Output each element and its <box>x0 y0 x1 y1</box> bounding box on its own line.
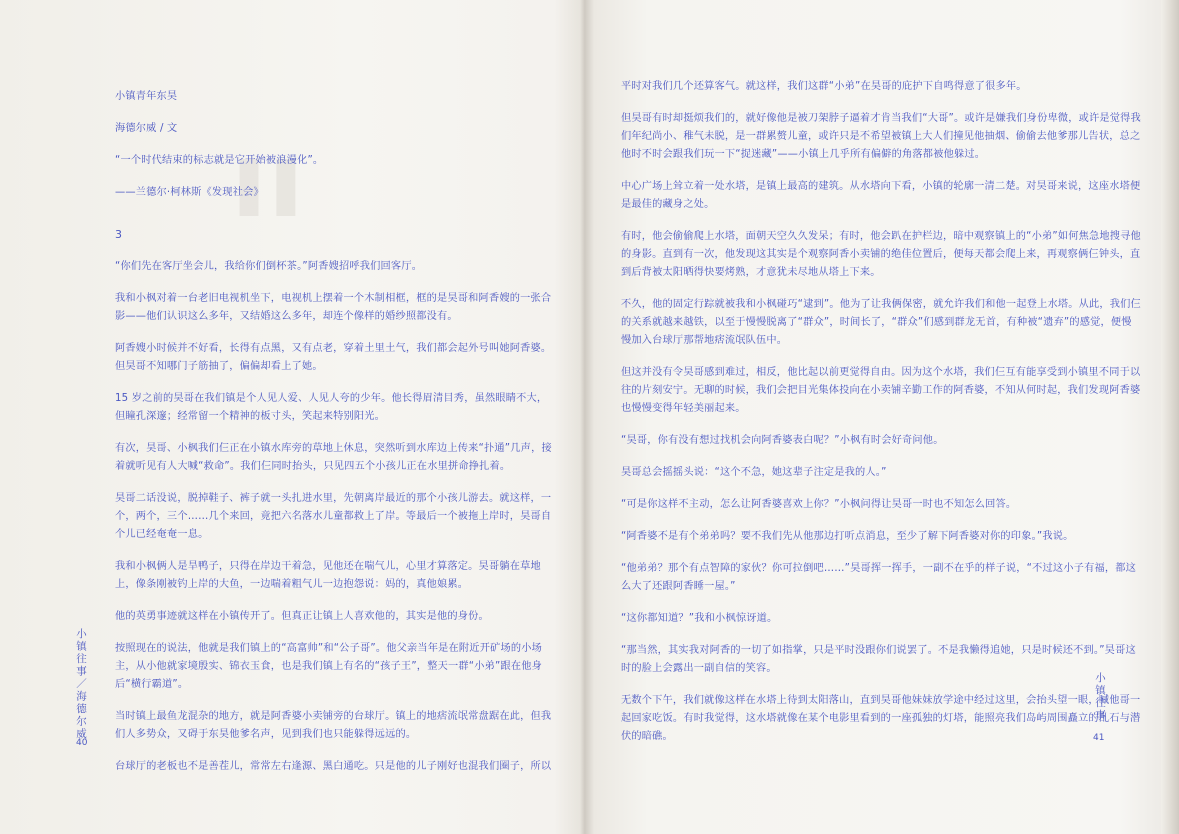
right-page <box>585 0 1179 834</box>
paragraph: 但昊哥有时却挺烦我们的，就好像他是被刀架脖子逼着才肯当我们“大哥”。或许是嫌我们身份卑微，或许是觉得我们年纪尚小、稚气未脱，是一群累赘儿童，或许只是不希望被镇上大人们撞见他抽烟、偷偷去他爹那儿告状，总之他时不时会跟我们玩一下“捉迷藏”——小镇上几乎所有偏僻的角落都被他躲过。 <box>621 113 1141 160</box>
paragraph: 但这并没有令昊哥感到难过，相反，他比起以前更觉得自由。因为这个水塔，我们仨互有能享受到小镇里不同于以往的片刻安宁。无聊的时候，我们会把目光集体投向在小卖铺辛勤工作的阿香婆，不知从何时起，我们发现阿香婆也慢慢变得年轻美丽起来。 <box>621 367 1141 414</box>
page-number: 40 <box>76 738 88 748</box>
paragraph: “那当然，其实我对阿香的一切了如指掌，只是平时没跟你们说罢了。不是我懒得追她，只是时候还不到。”昊哥这时的脸上会露出一副自信的笑容。 <box>621 645 1136 674</box>
page-edge-shadow <box>1161 0 1179 834</box>
paragraph: “这你都知道？”我和小枫惊讶道。 <box>621 613 778 624</box>
article-author: 海德尔威 / 文 <box>115 123 178 134</box>
paragraph: 阿香嫂小时候并不好看，长得有点黑，又有点老，穿着土里土气，我们都会起外号叫她阿香婆。但昊哥不知哪门子筋抽了，偏偏却看上了她。 <box>115 343 552 372</box>
paragraph: 我和小枫俩人是旱鸭子，只得在岸边干着急，见他还在喘气儿，心里才算落定。昊哥躺在草地上，像条刚被钓上岸的大鱼，一边喘着粗气儿一边抱怨说：妈的，真他娘累。 <box>115 561 541 590</box>
left-page <box>0 0 585 834</box>
epigraph-source: ——兰德尔·柯林斯《发现社会》 <box>115 187 264 198</box>
paragraph: 有次，昊哥、小枫我们仨正在小镇水库旁的草地上休息，突然听到水库边上传来“扑通”几声，接着就听见有人大喊“救命”。我们仨同时抬头，只见四五个小孩儿正在水里拼命挣扎着。 <box>115 443 552 472</box>
running-header-vertical: 小镇往事／海德尔威 <box>75 628 87 741</box>
paragraph: 他的英勇事迹就这样在小镇传开了。但真正让镇上人喜欢他的，其实是他的身份。 <box>115 611 489 622</box>
page-number: 41 <box>1093 733 1105 743</box>
paragraph: 平时对我们几个还算客气。就这样，我们这群“小弟”在昊哥的庇护下自鸣得意了很多年。 <box>621 81 1027 92</box>
article-title: 小镇青年东昊 <box>115 91 178 102</box>
right-text-column <box>621 78 1141 760</box>
paragraph: 当时镇上最鱼龙混杂的地方，就是阿香婆小卖铺旁的台球厅。镇上的地痞流氓常盘踞在此，但我们人多势众，又碍于东昊他爹名声，见到我们也只能躲得远远的。 <box>115 711 552 740</box>
epigraph: “一个时代结束的标志就是它开始被浪漫化”。 <box>115 155 324 166</box>
paragraph: 昊哥总会摇摇头说：“这个不急，她这辈子注定是我的人。” <box>621 467 887 478</box>
paragraph: 昊哥二话没说，脱掉鞋子、裤子就一头扎进水里，先朝离岸最近的那个小孩儿游去。就这样，一个，两个，三个……几个来回，竟把六名落水儿童都救上了岸。等最后一个被拖上岸时，昊哥自个儿已经奄奄一息。 <box>115 493 552 540</box>
paragraph: 有时，他会偷偷爬上水塔，面朝天空久久发呆；有时，他会趴在护栏边，暗中观察镇上的“小弟”如何焦急地搜寻他的身影。直到有一次，他发现这其实是个观察阿香小卖铺的绝佳位置后，便每天都会爬上来，再观察俩仨钟头，直到后背被太阳晒得快要烤熟，才意犹未尽地从塔上下来。 <box>621 231 1141 278</box>
paragraph: 我和小枫对着一台老旧电视机坐下，电视机上摆着一个木制相框，框的是昊哥和阿香嫂的一张合影——他们认识这么多年，又结婚这么多年，却连个像样的婚纱照都没有。 <box>115 293 552 322</box>
left-text-column <box>115 88 555 790</box>
show-through-mark: ▌▌ <box>240 160 314 216</box>
chapter-number: 3 <box>115 228 123 241</box>
paragraph: “阿香婆不是有个弟弟吗？要不我们先从他那边打听点消息，至少了解下阿香婆对你的印象。”我说。 <box>621 531 1074 542</box>
paragraph: 不久，他的固定行踪就被我和小枫碰巧“逮到”。他为了让我俩保密，就允许我们和他一起登上水塔。从此，我们仨的关系就越来越铁，以至于慢慢脱离了“群众”，时间长了，“群众”们感到群龙无首，有种被“遗弃”的感觉，便慢慢加入台球厅那帮地痞流氓队伍中。 <box>621 299 1141 346</box>
paragraph: “可是你这样不主动，怎么让阿香婆喜欢上你？”小枫问得让昊哥一时也不知怎么回答。 <box>621 499 1017 510</box>
paragraph: 无数个下午，我们就像这样在水塔上待到太阳落山，直到昊哥他妹妹放学途中经过这里，会抬头望一眼，喊他哥一起回家吃饭。有时我觉得，这水塔就像在某个电影里看到的一座孤独的灯塔，能照亮我们岛屿周围矗立的乱石与潜伏的暗礁。 <box>621 695 1141 742</box>
paragraph: “他弟弟？那个有点智障的家伙？你可拉倒吧……”昊哥挥一挥手，一副不在乎的样子说，“不过这小子有福，都这么大了还跟阿香睡一屋。” <box>621 563 1137 592</box>
paragraph: 按照现在的说法，他就是我们镇上的“高富帅”和“公子哥”。他父亲当年是在附近开矿场的小场主，从小他就家境殷实、锦衣玉食，也是我们镇上有名的“孩子王”，整天一群“小弟”跟在他身后“横行霸道”。 <box>115 643 543 690</box>
running-header-vertical: 小镇往事 <box>1094 672 1106 722</box>
paragraph: “昊哥，你有没有想过找机会向阿香婆表白呢？”小枫有时会好奇问他。 <box>621 435 944 446</box>
paragraph: 台球厅的老板也不是善茬儿，常常左右逢源、黑白通吃。只是他的儿子刚好也混我们圈子，所以 <box>115 761 552 772</box>
paragraph: 中心广场上耸立着一处水塔，是镇上最高的建筑。从水塔向下看，小镇的轮廓一清二楚。对昊哥来说，这座水塔便是最佳的藏身之处。 <box>621 181 1141 210</box>
paragraph: “你们先在客厅坐会儿，我给你们倒杯茶。”阿香嫂招呼我们回客厅。 <box>115 261 423 272</box>
paragraph: 15 岁之前的昊哥在我们镇是个人见人爱、人见人夸的少年。他长得眉清目秀，虽然眼睛不大，但瞳孔深邃；经常留一个精神的板寸头，笑起来特别阳光。 <box>115 393 548 422</box>
